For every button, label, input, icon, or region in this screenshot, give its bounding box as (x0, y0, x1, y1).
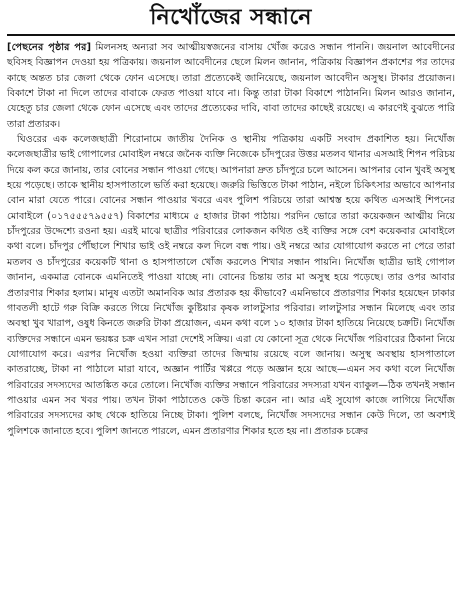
article-body (7, 40, 455, 439)
continued-from-back-page-label: [পেছনের পৃষ্ঠার পর] (7, 42, 92, 53)
paragraph-text: মিলনসহ অন্যরা সব আত্মীয়স্বজনের বাসায় খোঁজ করেও সন্ধান পাননি। জয়নাল আবেদীনের ছবিসহ বিজ্ঞাপন দেওয়া হয় পত্রিকায়। জয়নাল আবেদীনের ছেলে মিলন জানান, পত্রিকায় বিজ্ঞাপন প্রকাশের পর তাদের কাছে অন্তত চার জেলা থেকে ফোন এসেছে। তারা প্রত্যেকেই জানিয়েছে, জয়নাল আবেদীন অসুস্থ। টাকার প্রয়োজন। বিকাশে টাকা না দিলে তাদের বাবাকে ফেরত পাওয়া যাবে না। কিন্তু তারা টাকা বিকাশে পাঠাননি। মিলন আরও জানান, যেহেতু চার জেলা থেকে ফোন এসেছে এবং তাদের প্রত্যেকের দাবি, বাবা তাদের কাছেই রয়েছে। এ কারণেই বুঝতে পারি তারা প্রতারক। (7, 42, 455, 130)
article-paragraph (7, 40, 455, 132)
article-paragraph (7, 132, 455, 439)
paragraph-text: ঘিওরের এক কলেজছাত্রী শিরোনামে জাতীয় দৈনিক ও স্থানীয় পত্রিকায় একটি সংবাদ প্রকাশিত হয়। নিখোঁজ কলেজছাত্রীর ভাই গোপালের মোবাইল নম্বরে জনৈক ব্যক্তি নিজেকে চাঁদপুরের উত্তর মতলব থানার এসআই শিপন পরিচয় দিয়ে কল করে জানায়, তার বোনের সন্ধান পাওয়া গেছে। আপনারা দ্রুত চাঁদপুরে চলে আসেন। আপনার বোন খুবই অসুস্থ হয়ে পড়েছে। তাকে স্থানীয় হাসপাতালে ভর্তি করা হয়েছে। জরুরি ভিত্তিতে টাকা পাঠান, নইলে চিকিৎসার অভাবে আপনার বোন মারা যেতে পারে। বোনের সন্ধান পাওয়ার খবরে এবং পুলিশ পরিচয়ে তারা আশ্বস্ত হয়ে কথিত এসআই শিপনের মোবাইলে (০১৭৫৫৫৭৯৫৫৭) বিকাশের মাধ্যমে ৫ হাজার টাকা পাঠায়। পরদিন ভোরে তারা কয়েকজন আত্মীয় নিয়ে চাঁদপুরের উদ্দেশ্যে রওনা হয়। এরই মাঝে ছাত্রীর পরিবারের লোকজন কথিত ওই ব্যক্তির সঙ্গে বেশ কয়েকবার মোবাইলে কথা বলে। চাঁদপুর পৌঁছালে শিখার ভাই ওই নম্বরে কল দিলে বন্ধ পায়। ওই নম্বরে আর যোগাযোগ করতে না পেরে তারা মতলব ও চাঁদপুরের কয়েকটি থানা ও হাসপাতালে খোঁজ করলেও শিখার সন্ধান পায়নি। নিখোঁজ ছাত্রীর ভাই গোপাল জানান, একমাত্র বোনকে এমনিতেই পাওয়া যাচ্ছে না। বোনের চিন্তায় তার মা অসুস্থ হয়ে পড়েছে। তার ওপর আবার প্রতারণার শিকার হলাম। মানুষ এতটা অমানবিক আর প্রতারক হয় কীভাবে? এমনিভাবে প্রতারণার শিকার হয়েছেন ঢাকার গাবতলী হাটে গরু বিক্রি করতে গিয়ে নিখোঁজ কুষ্টিয়ার কৃষক লালটুসার পরিবার। লালটুসার সন্ধান মিলেছে এবং তার অবস্থা খুব খারাপ, ওষুধ কিনতে জরুরি টাকা প্রয়োজন, এমন কথা বলে ১০ হাজার টাকা হাতিয়ে নিয়েছে চক্রটি। নিখোঁজ ব্যক্তিদের সন্ধানে এমন ভয়ঙ্কর চক্র এখন সারা দেশেই সক্রিয়। এরা যে কোনো সূত্র থেকে নিখোঁজ পরিবারের ঠিকানা নিয়ে যোগাযোগ করে। এরপর নিখোঁজ হওয়া ব্যক্তিরা তাদের জিম্মায় রয়েছে বলে জানায়। অসুস্থ অবস্থায় হাসপাতালে কাতরাচ্ছে, টাকা না পাঠালে মারা যাবে, অজ্ঞান পার্টির খপ্পরে পড়ে অজ্ঞান হয়ে আছে—এমন সব কথা বলে নিখোঁজ পরিবারের সদস্যদের আতঙ্কিত করে তোলে। নিখোঁজ ব্যক্তির সন্ধানে পরিবারের সদস্যরা যখন ব্যাকুল—ঠিক তখনই সন্ধান পাওয়ার এমন সব খবর পায়। তখন টাকা পাঠাতেও কেউ চিন্তা করেন না। আর এই সুযোগ কাজে লাগিয়ে নিখোঁজ পরিবারের সদস্যদের কাছ থেকে হাতিয়ে নিচ্ছে টাকা। পুলিশ বলছে, নিখোঁজ সদস্যদের সন্ধান কেউ দিলে, তা অবশ্যই পুলিশকে জানাতে হবে। পুলিশ জানতে পারলে, এমন প্রতারণার শিকার হতে হয় না। প্রতারক চক্রের (7, 134, 455, 437)
article-headline: নিখোঁজের সন্ধানে (7, 4, 455, 36)
